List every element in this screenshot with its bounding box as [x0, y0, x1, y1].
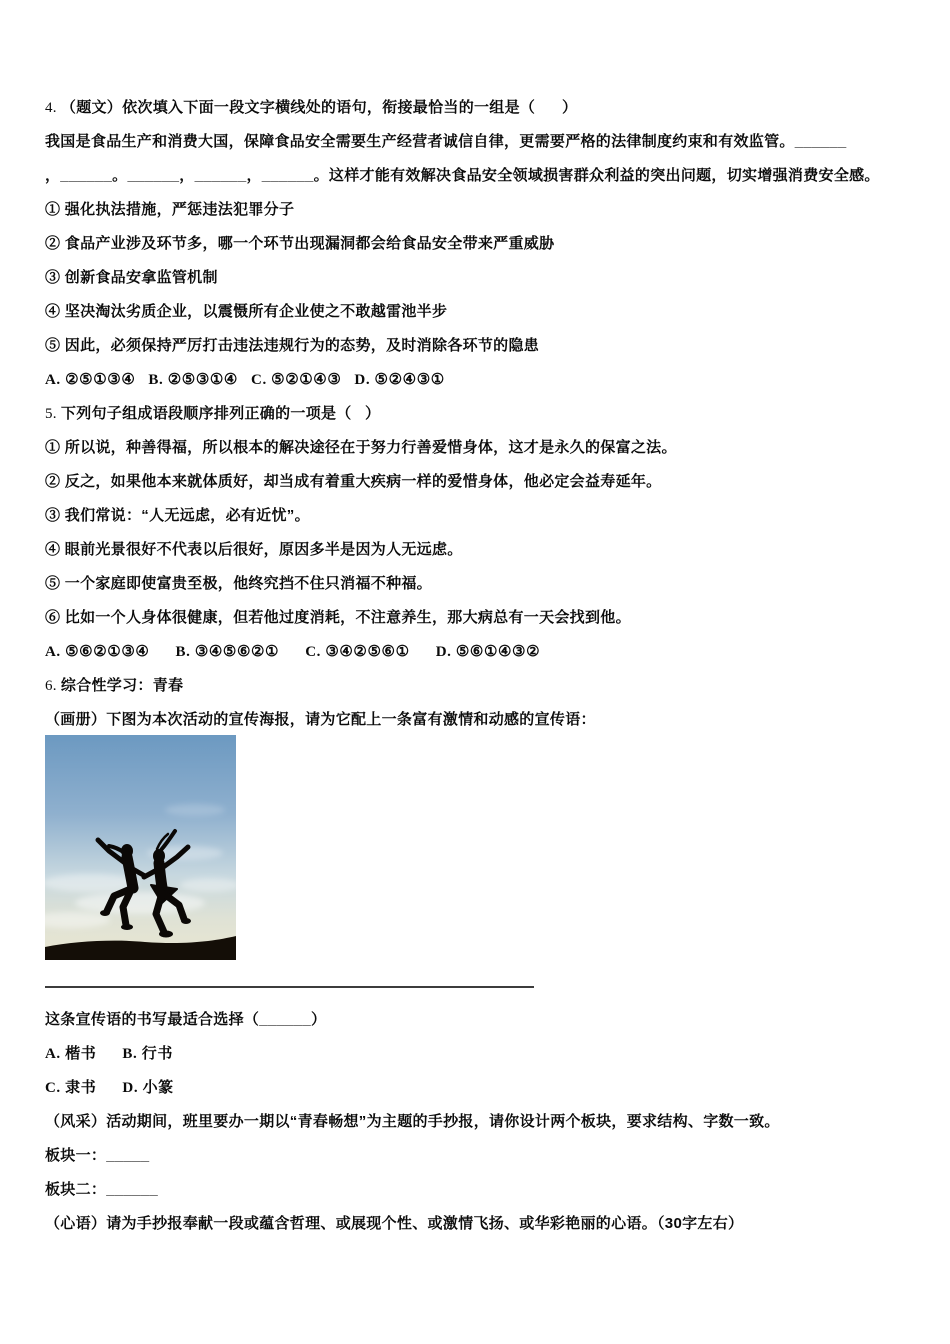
- q4-answer-options: A. ②⑤①③④ B. ②⑤③①④ C. ⑤②①④③ D. ⑤②④③①: [45, 372, 445, 388]
- q5-item-6: ⑥ 比如一个人身体很健康，但若他过度消耗，不注意养生，那大病总有一天会找到他。: [45, 609, 631, 626]
- q5-title: 下列句子组成语段顺序排列正确的一项是（ ）: [60, 405, 381, 422]
- q6-xinyu-prompt: （心语）请为手抄报奉献一段或蕴含哲理、或展现个性、或激情飞扬、或华彩艳丽的心语。（30字左右）: [45, 1215, 744, 1232]
- q4-item-3: ③ 创新食品安拿监管机制: [45, 269, 218, 286]
- q5-answer-options: A. ⑤⑥②①③④ B. ③④⑤⑥②① C. ③④②⑤⑥① D. ⑤⑥①④③②: [45, 644, 541, 660]
- poster-image: [45, 735, 236, 960]
- q6-board2-blank: 板块二：______: [45, 1181, 159, 1198]
- q5-item-2: ② 反之，如果他本来就体质好，却当成有着重大疾病一样的爱惜身体，他必定会益寿延年。: [45, 473, 662, 490]
- q6-header: [45, 678, 926, 694]
- q6-fengcai-prompt: （风采）活动期间，班里要办一期以“青春畅想”为主题的手抄报，请你设计两个板块，要求结构、字数一致。: [45, 1113, 780, 1130]
- q5-item-3: ③ 我们常说：“人无远虑，必有近忧”。: [45, 507, 310, 524]
- q5-item-5: ⑤ 一个家庭即使富贵至极，他终究挡不住只消福不种福。: [45, 575, 432, 592]
- q4-item-1: ① 强化执法措施，严惩违法犯罪分子: [45, 201, 295, 218]
- q6-board1-blank: 板块一：_____: [45, 1147, 150, 1164]
- q6-calligraphy-prompt: 这条宣传语的书写最适合选择（______）: [45, 1011, 327, 1028]
- q6-number: 6.: [45, 678, 61, 694]
- q4-item-2: ② 食品产业涉及环节多，哪一个环节出现漏洞都会给食品安全带来严重威胁: [45, 235, 555, 252]
- q5-header: [45, 406, 926, 422]
- q4-passage-line-2: ，______。______，______，______。这样才能有效解决食品安全领域损害群众利益的突出问题，切实增强消费安全感。: [45, 167, 880, 184]
- q4-item-4: ④ 坚决淘汰劣质企业，以震慑所有企业使之不敢越雷池半步: [45, 303, 448, 320]
- slogan-answer-line: [45, 986, 534, 988]
- q6-calligraphy-options-row1: A. 楷书 B. 行书: [45, 1046, 173, 1062]
- q4-title: （题文）依次填入下面一段文字横线处的语句，衔接最恰当的一组是（ ）: [60, 99, 578, 116]
- q4-passage-line-1: 我国是食品生产和消费大国，保障食品安全需要生产经营者诚信自律，更需要严格的法律制度约束和有效监管。______: [45, 133, 847, 150]
- q5-number: 5.: [45, 406, 61, 422]
- q5-item-1: ① 所以说，种善得福，所以根本的解决途径在于努力行善爱惜身体，这才是永久的保富之法。: [45, 439, 677, 456]
- q4-header: [45, 100, 926, 116]
- q6-huace-prompt: （画册）下图为本次活动的宣传海报，请为它配上一条富有激情和动感的宣传语：: [45, 711, 596, 728]
- q4-number: 4.: [45, 100, 61, 116]
- q6-title: 综合性学习：青春: [60, 677, 184, 694]
- jumping-silhouettes-poster: [45, 735, 236, 960]
- q4-item-5: ⑤ 因此，必须保持严厉打击违法违规行为的态势，及时消除各环节的隐患: [45, 337, 540, 354]
- q6-calligraphy-options-row2: C. 隶书 D. 小篆: [45, 1080, 174, 1096]
- q5-item-4: ④ 眼前光景很好不代表以后很好，原因多半是因为人无远虑。: [45, 541, 463, 558]
